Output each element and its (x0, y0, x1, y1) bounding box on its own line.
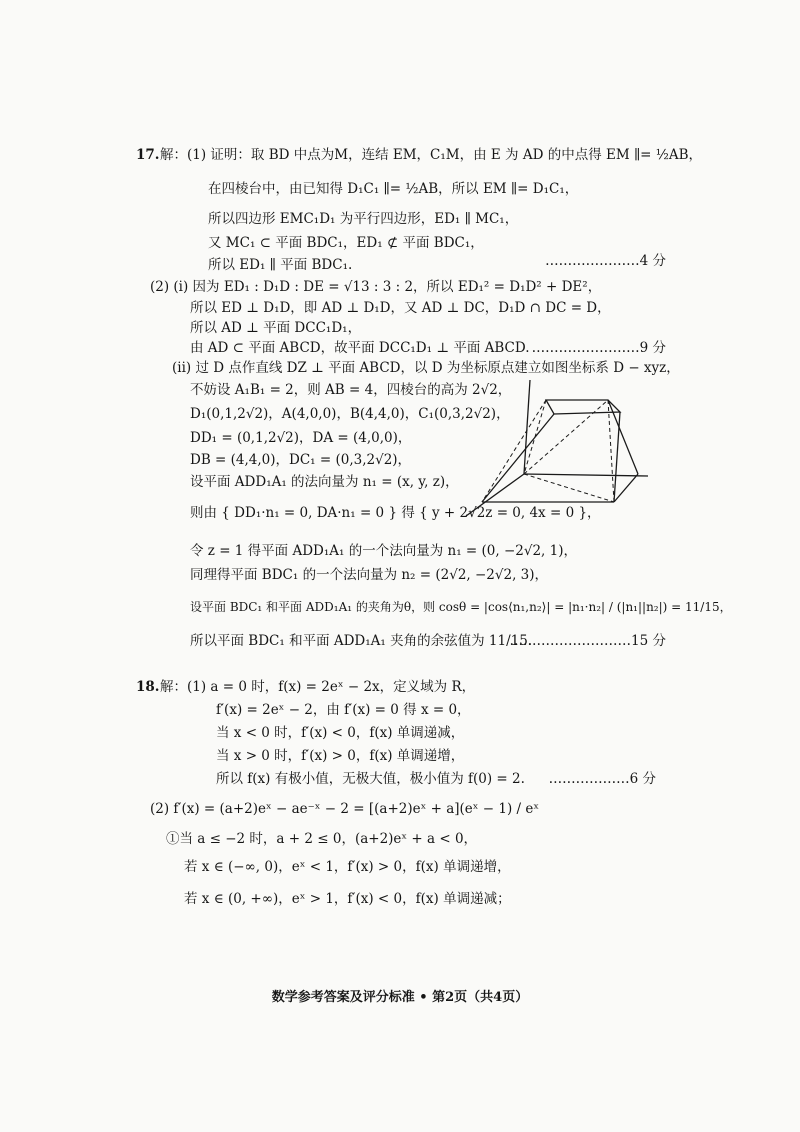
p17-line-13: DD₁ = (0,1,2√2)，DA = (4,0,0)， (190, 430, 412, 446)
p17-line-4: 又 MC₁ ⊂ 平面 BDC₁，ED₁ ⊄ 平面 BDC₁， (208, 235, 484, 251)
p17-line-9: 由 AD ⊂ 平面 ABCD，故平面 DCC₁D₁ ⊥ 平面 ABCD. (190, 340, 530, 356)
score-15: ………………………15 分 (509, 633, 666, 649)
p18-line-7: ①当 a ≤ −2 时，a + 2 ≤ 0，(a+2)eˣ + a < 0， (166, 831, 478, 847)
diag-dc1-hidden (524, 400, 608, 474)
diag-d1a-hidden (482, 400, 546, 502)
edge-d1d-hidden (524, 400, 546, 474)
page-footer: 数学参考答案及评分标准 • 第2页（共4页） (271, 990, 529, 1005)
p18-line-2: f′(x) = 2eˣ − 2，由 f′(x) = 0 得 x = 0， (216, 702, 471, 718)
diag-db-hidden (524, 474, 614, 502)
p17-line-17: 令 z = 1 得平面 ADD₁A₁ 的一个法向量为 n₁ = (0, −2√2, 1)， (190, 543, 577, 559)
p18-line-6: (2) f′(x) = (a+2)eˣ − ae⁻ˣ − 2 = [(a+2)eˣ + a](eˣ − 1) / eˣ (150, 801, 540, 817)
bottom-right-edge (614, 474, 638, 502)
p17-line-8: 所以 AD ⊥ 平面 DCC₁D₁， (190, 320, 362, 336)
p17-line-2: 在四棱台中，由已知得 D₁C₁ ∥= ½AB，所以 EM ∥= D₁C₁， (208, 181, 579, 197)
score-4: …………………4 分 (545, 253, 666, 269)
frustum-figure (462, 374, 652, 524)
p18-line-5: 所以 f(x) 有极小值，无极大值，极小值为 f(0) = 2. (216, 771, 525, 787)
p17-line-18: 同理得平面 BDC₁ 的一个法向量为 n₂ = (2√2, −2√2, 3)， (190, 567, 549, 583)
p18-line-3: 当 x < 0 时，f′(x) < 0，f(x) 单调递减， (216, 725, 465, 741)
p17-line-16: 则由 { DD₁·n₁ = 0, DA·n₁ = 0 } 得 { y + 2√2z = 0, 4x = 0 }， (190, 505, 601, 521)
edge-c1c (608, 400, 638, 474)
x-axis (466, 474, 524, 516)
p17-line-12: D₁(0,1,2√2)，A(4,0,0)，B(4,4,0)，C₁(0,3,2√2)， (190, 406, 510, 422)
edge-a1a (482, 414, 554, 502)
p18-line-1: 解：(1) a = 0 时，f(x) = 2eˣ − 2x，定义域为 R， (160, 679, 476, 695)
p18-line-9: 若 x ∈ (0, +∞)，eˣ > 1，f′(x) < 0，f(x) 单调递减； (184, 891, 511, 907)
p17-line-15: 设平面 ADD₁A₁ 的法向量为 n₁ = (x, y, z)， (190, 474, 459, 490)
p17-line-6: (2) (i) 因为 ED₁ : D₁D : DE = √13 : 3 : 2，所以 ED₁² = D₁D² + DE²， (150, 279, 602, 295)
p17-line-3: 所以四边形 EMC₁D₁ 为平行四边形，ED₁ ∥ MC₁， (208, 211, 519, 227)
p18-line-8: 若 x ∈ (−∞, 0)，eˣ < 1，f′(x) > 0，f(x) 单调递增， (184, 859, 511, 875)
p17-line-1: 解：(1) 证明：取 BD 中点为M，连结 EM，C₁M，由 E 为 AD 的中点得 EM ∥= ½AB， (160, 147, 703, 163)
p17-line-5: 所以 ED₁ ∥ 平面 BDC₁. (208, 257, 353, 273)
p17-line-7: 所以 ED ⊥ D₁D，即 AD ⊥ D₁D，又 AD ⊥ DC，D₁D ∩ DC = D， (190, 300, 611, 316)
p17-line-20: 所以平面 BDC₁ 和平面 ADD₁A₁ 夹角的余弦值为 11/15. (190, 633, 533, 649)
edge-b1b (614, 412, 620, 502)
score-6: ………………6 分 (548, 771, 656, 787)
diag-c1b-hidden (608, 400, 614, 502)
problem-18-number: 18. (136, 679, 160, 695)
p17-line-19: 设平面 BDC₁ 和平面 ADD₁A₁ 的夹角为θ，则 cosθ = |cos⟨n₁,n₂⟩| = |n₁·n₂| / (|n₁||n₂|) = 11/15， (190, 600, 732, 614)
problem-17-number: 17. (136, 147, 160, 163)
p17-line-14: DB = (4,4,0)，DC₁ = (0,3,2√2)， (190, 452, 412, 468)
p17-line-10: (ii) 过 D 点作直线 DZ ⊥ 平面 ABCD，以 D 为坐标原点建立如图坐标系 D − xyz， (172, 360, 680, 376)
score-9: ……………………9 分 (531, 340, 666, 356)
y-axis (524, 474, 648, 476)
p18-line-4: 当 x > 0 时，f′(x) > 0，f(x) 单调递增， (216, 748, 465, 764)
p17-line-11: 不妨设 A₁B₁ = 2，则 AB = 4，四棱台的高为 2√2， (190, 382, 512, 398)
